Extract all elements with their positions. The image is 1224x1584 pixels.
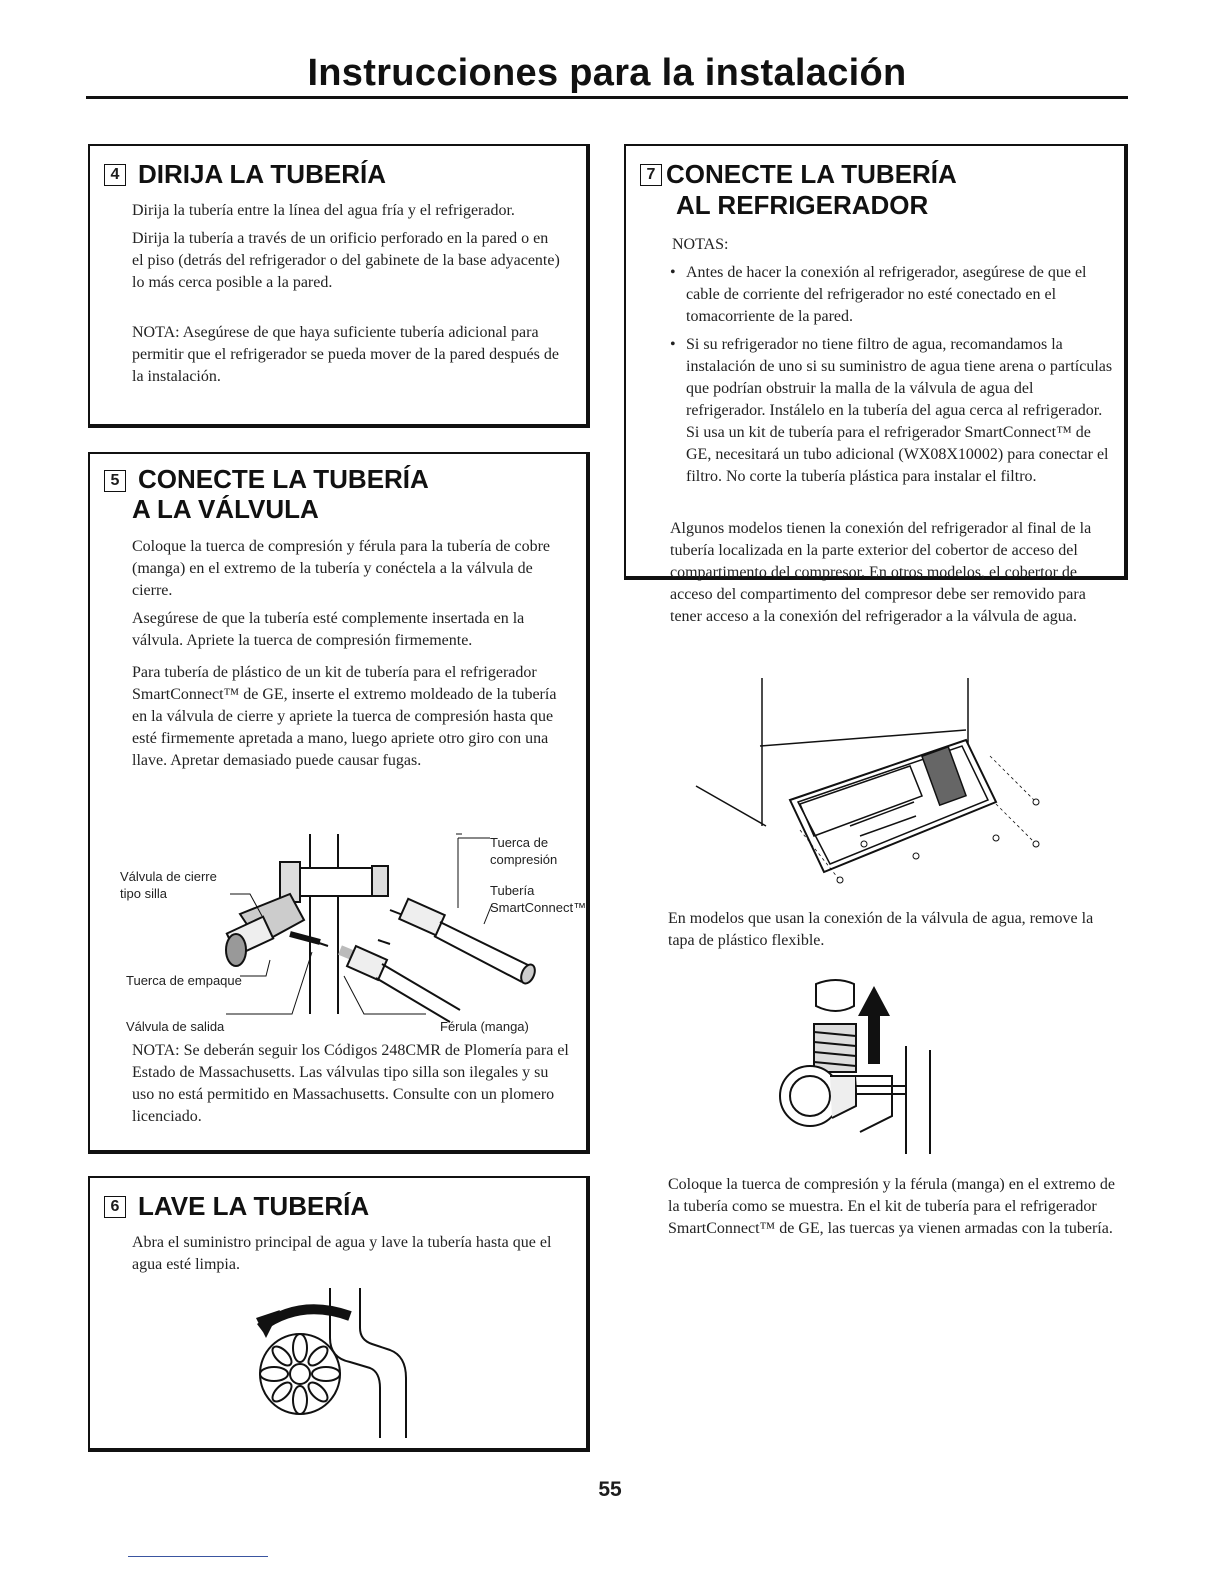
water-valve-connection-illustration (770, 976, 940, 1156)
step-6-panel (88, 1176, 590, 1452)
step-7-nut-caption: Coloque la tuerca de compresión y la férula (manga) en el extremo de la tubería como se muestra. En el kit de tubería para el refrigerador SmartConnect™ de GE, las tuercas ya vienen armadas con la tubería. (668, 1176, 1115, 1237)
step-5-paragraph-2: Asegúrese de que la tubería esté complemente insertada en la válvula. Apriete la tuerca de compresión firmemente. (132, 610, 525, 649)
label-compression-nut-2: compresión (490, 852, 558, 867)
step-5-title-line-2: A LA VÁLVULA (132, 494, 319, 524)
label-outlet-valve: Válvula de salida (126, 1019, 225, 1034)
step-5-paragraph-1: Coloque la tuerca de compresión y férula para la tubería de cobre (manga) en el extremo de la tubería y conéctela a la válvula de cierre. (132, 538, 551, 599)
label-saddle-valve-2: tipo silla (120, 886, 167, 901)
step-4-panel (88, 144, 590, 428)
step-7-note-2: • Si su refrigerador no tiene filtro de agua, recomandamos la instalación de uno si su suministro de agua tiene arena o partículas que podrían obstruir la malla de la válvula de agua del refrigerador. Instálelo en la tubería del agua cerca al refrigerador. Si usa un kit de tubería para el refrigerador SmartConnect™ de GE, necesitará un tubo adicional (WX08X10002) para conectar el filtro. No corte la tubería plástica para instalar el filtro. (670, 334, 1114, 488)
step-7-title-line-2: AL REFRIGERADOR (676, 190, 929, 220)
step-7-notes-list (670, 262, 1114, 488)
step-5-title-line-1: CONECTE LA TUBERÍA (138, 464, 429, 494)
label-packing-nut: Tuerca de empaque (126, 973, 242, 988)
step-5-paragraph-3: Para tubería de plástico de un kit de tubería para el refrigerador SmartConnect™ de GE, inserte el extremo moldeado de la tubería en la válvula de cierre y apriete la tuerca de compresión hasta que esté firmemente apretada a mano, luego apriete otro giro con una llave. Apretar demasiado puede causar fugas. (132, 664, 557, 769)
step-6-title: LAVE LA TUBERÍA (138, 1191, 370, 1221)
step-7-number: 7 (640, 164, 662, 186)
label-compression-nut-1: Tuerca de (490, 835, 549, 850)
step-7-notes-label: NOTAS: (672, 236, 729, 253)
step-6-paragraph: Abra el suministro principal de agua y lave la tubería hasta que el agua esté limpia. (132, 1234, 552, 1273)
step-7-paragraph: Algunos modelos tienen la conexión del refrigerador al final de la tubería localizada en la parte exterior del cobertor de acceso del compartimento del compresor. En otros modelos, el cobertor de acceso del compartimento del compresor debe ser removido para tener acceso a la conexión del refrigerador a la válvula de agua. (670, 520, 1092, 625)
footer-rule (128, 1556, 268, 1557)
title-rule (86, 96, 1128, 99)
page-number: 55 (598, 1478, 622, 1501)
shutoff-valve-handle-illustration (240, 1288, 440, 1438)
step-5-number: 5 (104, 470, 126, 492)
label-tubing-1: Tubería (490, 883, 535, 898)
step-5-massachusetts-note: NOTA: Se deberán seguir los Códigos 248CMR de Plomería para el Estado de Massachusetts. Las válvulas tipo silla son ilegales y su uso no está permitido en Massachusetts. Consulte con un plomero licenciado. (132, 1042, 569, 1125)
label-tubing-2: SmartConnect™ (490, 900, 587, 915)
step-4-title: DIRIJA LA TUBERÍA (138, 159, 386, 189)
label-saddle-valve-1: Válvula de cierre (120, 869, 217, 884)
step-4-note: NOTA: Asegúrese de que haya suficiente tubería adicional para permitir que el refrigerador se pueda mover de la pared después de la instalación. (132, 324, 559, 385)
step-7-cover-caption: En modelos que usan la conexión de la válvula de agua, remove la tapa de plástico flexible. (668, 910, 1094, 949)
step-5-panel (88, 452, 590, 1154)
step-4-number: 4 (104, 164, 126, 186)
step-7-title-line-1: CONECTE LA TUBERÍA (666, 159, 957, 189)
step-4-paragraph-2: Dirija la tubería a través de un orificio perforado en la pared o en el piso (detrás del refrigerador o del gabinete de la base adyacente) lo más cerca posible a la pared. (132, 230, 560, 291)
label-ferrule: Férula (manga) (440, 1019, 529, 1034)
page-title: Instrucciones para la instalación (307, 52, 907, 94)
step-6-number: 6 (104, 1196, 126, 1218)
step-4-paragraph-1: Dirija la tubería entre la línea del agua fría y el refrigerador. (132, 202, 515, 219)
compressor-cover-illustration (690, 676, 1070, 886)
step-7-panel (624, 144, 1128, 625)
step-7-note-1: • Antes de hacer la conexión al refrigerador, asegúrese de que el cable de corriente del refrigerador no esté conectado en el tomacorriente de la pared. (670, 262, 1114, 328)
